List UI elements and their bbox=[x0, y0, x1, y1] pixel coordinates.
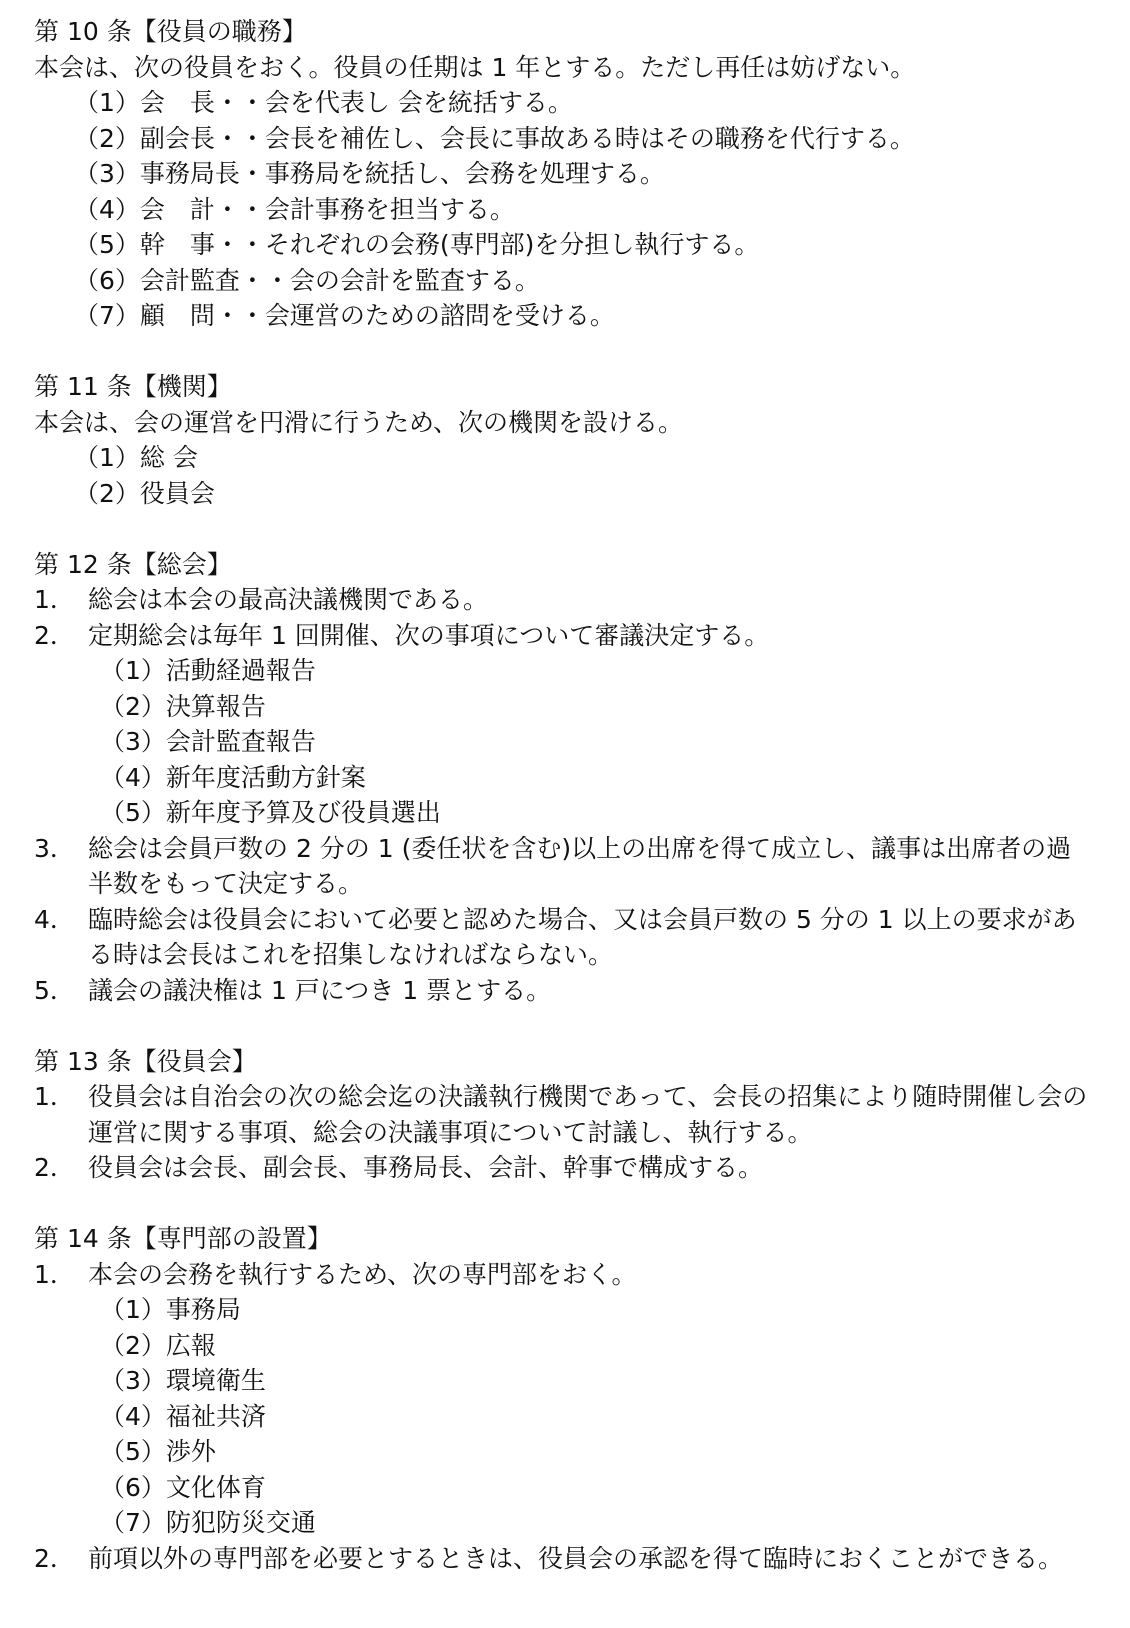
list-item: （5）幹 事・・それぞれの会務(専門部)を分担し執行する。 bbox=[74, 230, 760, 259]
article-intro: 本会は、会の運営を円滑に行うため、次の機関を設ける。 bbox=[34, 407, 684, 437]
paragraph-text: 総会は本会の最高決議機関である。 bbox=[88, 585, 489, 614]
article-12 bbox=[34, 547, 1090, 1009]
list-item: （3）事務局長・事務局を統括し、会務を処理する。 bbox=[74, 159, 665, 188]
article-heading: 第 10 条【役員の職務】 bbox=[34, 17, 307, 46]
article-heading: 第 14 条【専門部の設置】 bbox=[34, 1224, 332, 1253]
paragraph-4 bbox=[34, 902, 1090, 973]
article-10 bbox=[34, 14, 1090, 334]
list-item: （3）環境衛生 bbox=[100, 1366, 266, 1395]
list-item: （2）広報 bbox=[100, 1330, 216, 1360]
article-intro: 本会は、次の役員をおく。役員の任期は 1 年とする。ただし再任は妨げない。 bbox=[34, 52, 916, 82]
paragraph-1 bbox=[34, 1079, 1090, 1150]
paragraph-text: 前項以外の専門部を必要とするときは、役員会の承認を得て臨時におくことができる。 bbox=[88, 1543, 1064, 1573]
spacer bbox=[34, 511, 1090, 547]
article-heading: 第 12 条【総会】 bbox=[34, 549, 232, 579]
list-item: （1）事務局 bbox=[100, 1295, 241, 1324]
paragraph-2 bbox=[34, 1150, 1090, 1186]
paragraph-number: 5． bbox=[34, 975, 75, 1005]
article-13 bbox=[34, 1044, 1090, 1186]
paragraph-text: 議会の議決権は 1 戸につき 1 票とする。 bbox=[88, 975, 552, 1005]
paragraph-text: 役員会は会長、副会長、事務局長、会計、幹事で構成する。 bbox=[88, 1153, 764, 1182]
list-item: （2）決算報告 bbox=[100, 691, 266, 721]
paragraph-number: 3． bbox=[34, 833, 75, 863]
paragraph-number: 1． bbox=[34, 585, 75, 614]
list-item: （7）防犯防災交通 bbox=[100, 1508, 316, 1537]
list-item: （2）役員会 bbox=[74, 478, 215, 508]
list-item: （4）新年度活動方針案 bbox=[100, 762, 366, 792]
spacer bbox=[34, 1008, 1090, 1044]
article-14 bbox=[34, 1221, 1090, 1576]
article-heading: 第 13 条【役員会】 bbox=[34, 1046, 257, 1076]
paragraph-2 bbox=[34, 1541, 1090, 1577]
paragraph-2 bbox=[34, 618, 1090, 654]
article-11 bbox=[34, 369, 1090, 511]
paragraph-text: 役員会は自治会の次の総会迄の決議執行機関であって、会長の招集により随時開催し会の運営に関する事項、総会の決議事項について討議し、執行する。 bbox=[88, 1082, 1088, 1147]
paragraph-1 bbox=[34, 1257, 1090, 1293]
paragraph-number: 2． bbox=[34, 620, 75, 650]
list-item: （2）副会長・・会長を補佐し、会長に事故ある時はその職務を代行する。 bbox=[74, 123, 915, 153]
paragraph-number: 1． bbox=[34, 1259, 75, 1289]
paragraph-number: 4． bbox=[34, 904, 75, 934]
spacer bbox=[34, 1186, 1090, 1222]
list-item: （1）会 長・・会を代表し 会を統括する。 bbox=[74, 88, 573, 117]
list-item: （1）活動経過報告 bbox=[100, 656, 316, 685]
list-item: （4）福祉共済 bbox=[100, 1401, 266, 1431]
paragraph-3 bbox=[34, 831, 1090, 902]
paragraph-text: 定期総会は毎年 1 回開催、次の事項について審議決定する。 bbox=[88, 620, 770, 650]
paragraph-text: 本会の会務を執行するため、次の専門部をおく。 bbox=[88, 1259, 637, 1289]
paragraph-text: 臨時総会は役員会において必要と認めた場合、又は会員戸数の 5 分の 1 以上の要求がある時は会長はこれを招集しなければならない。 bbox=[88, 904, 1077, 969]
paragraph-text: 総会は会員戸数の 2 分の 1 (委任状を含む)以上の出席を得て成立し、議事は出席者の過半数をもって決定する。 bbox=[88, 833, 1072, 898]
paragraph-number: 1． bbox=[34, 1082, 75, 1111]
paragraph-1 bbox=[34, 582, 1090, 618]
spacer bbox=[34, 334, 1090, 370]
list-item: （4）会 計・・会計事務を担当する。 bbox=[74, 194, 515, 224]
list-item: （5）渉外 bbox=[100, 1437, 216, 1466]
list-item: （1）総 会 bbox=[74, 443, 198, 472]
list-item: （6）会計監査・・会の会計を監査する。 bbox=[74, 265, 540, 295]
paragraph-5 bbox=[34, 973, 1090, 1009]
list-item: （5）新年度予算及び役員選出 bbox=[100, 798, 441, 827]
list-item: （3）会計監査報告 bbox=[100, 727, 316, 756]
article-heading: 第 11 条【機関】 bbox=[34, 372, 232, 401]
paragraph-number: 2． bbox=[34, 1153, 75, 1182]
paragraph-number: 2． bbox=[34, 1543, 75, 1573]
list-item: （7）顧 問・・会運営のための諮問を受ける。 bbox=[74, 301, 615, 330]
list-item: （6）文化体育 bbox=[100, 1472, 266, 1502]
